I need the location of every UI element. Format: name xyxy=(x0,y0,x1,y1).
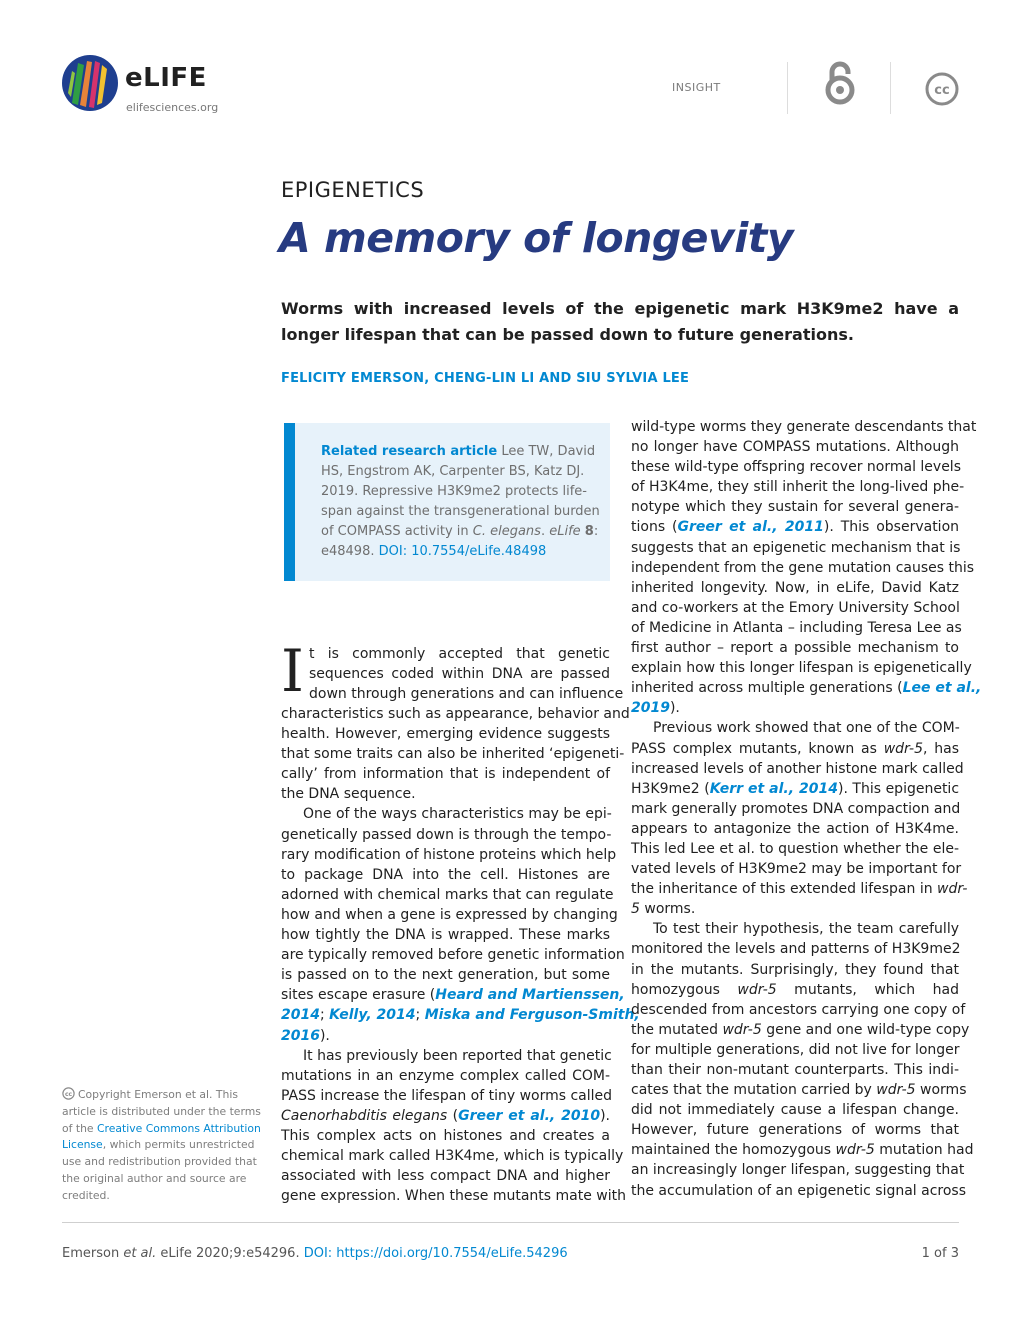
text-line: first author – report a possible mechanism to xyxy=(631,640,959,657)
gene-name: 5 xyxy=(631,901,640,918)
gene-name: wdr-5 xyxy=(722,1021,762,1038)
text-line xyxy=(631,1140,974,1160)
text-line: suggests that an epigenetic mechanism that is xyxy=(631,539,961,556)
text-line: monitored the levels and patterns of H3K9me2 xyxy=(631,941,961,958)
related-article-text: Lee TW, David HS, Engstrom AK, Carpenter BS, Katz DJ. 2019. Repressive H3K9me2 protects life-span against the transgenerational burden of COMPASS activity in xyxy=(321,444,600,539)
text-line xyxy=(281,985,625,1005)
creative-commons-icon xyxy=(925,72,959,106)
text-fragment: , has xyxy=(923,740,960,757)
left-column-body xyxy=(281,704,640,1206)
text-fragment: the mutated xyxy=(631,1021,723,1038)
text-line: mutations in an enzyme complex called COM- xyxy=(281,1067,610,1084)
footer-etal: et al. xyxy=(123,1246,157,1261)
text-line: an increasingly longer lifespan, suggesting that xyxy=(631,1162,965,1179)
copyright-text: , which permits unrestricted use and redistribution provided that the original author and source are credited. xyxy=(62,1138,257,1202)
text-line: chemical mark called H3K4me, which is typically xyxy=(281,1148,624,1165)
text-line: gene expression. When these mutants mate with xyxy=(281,1188,626,1205)
elife-emblem-icon xyxy=(60,53,120,113)
text-fragment: worms. xyxy=(639,901,696,918)
left-column-intro xyxy=(309,644,624,704)
page-number: 1 of 3 xyxy=(921,1246,959,1261)
text-line xyxy=(631,517,959,537)
related-article-volume: 8 xyxy=(584,524,594,539)
text-line: independent from the gene mutation causes this xyxy=(631,559,975,576)
footer-doi-link[interactable]: DOI: https://doi.org/10.7554/eLife.54296 xyxy=(303,1246,568,1261)
text-line xyxy=(281,1005,640,1025)
citation-link[interactable]: Kerr et al., 2014 xyxy=(709,780,838,797)
text-line: these wild-type offspring recover normal levels xyxy=(631,459,961,476)
footer-journal: eLife 2020;9:e54296. xyxy=(156,1246,304,1261)
copyright-text: Copyright Emerson et al. This article is distributed under the terms of the xyxy=(62,1088,261,1135)
text-line: the DNA sequence. xyxy=(281,786,416,803)
text-line: rary modification of histone proteins which help xyxy=(281,846,617,863)
text-line: PASS increase the lifespan of tiny worms called xyxy=(281,1087,613,1104)
text-fragment: mutation had xyxy=(874,1142,974,1159)
related-article-species: C. elegans xyxy=(472,524,541,539)
text-line xyxy=(281,1026,610,1046)
text-line: to package DNA into the cell. Histones are xyxy=(281,866,610,883)
text-line: t is commonly accepted that genetic xyxy=(309,646,610,662)
text-fragment: ). This epigenetic xyxy=(837,780,960,797)
citation-link[interactable]: Miska and Ferguson-Smith, xyxy=(424,1007,640,1024)
text-line: One of the ways characteristics may be epi- xyxy=(303,806,612,823)
text-fragment: H3K9me2 ( xyxy=(631,780,710,797)
text-fragment: ; xyxy=(415,1007,425,1024)
text-line xyxy=(631,1080,967,1100)
text-line: than their non-mutant counterparts. This indi- xyxy=(631,1062,959,1078)
footer-divider xyxy=(62,1222,959,1223)
text-fragment: ). xyxy=(319,1027,330,1044)
related-article-doi-link[interactable]: DOI: 10.7554/eLife.48498 xyxy=(378,544,547,559)
text-fragment: ; xyxy=(319,1007,330,1024)
related-article-pages: : e48498. xyxy=(321,524,599,559)
text-line: is passed on to the next generation, but some xyxy=(281,967,610,984)
article-title: A memory of longevity xyxy=(279,214,794,262)
citation-link[interactable]: 2014 xyxy=(281,1007,320,1024)
text-line: did not immediately cause a lifespan change. xyxy=(631,1102,959,1119)
text-fragment: inherited across multiple generations ( xyxy=(631,680,903,697)
brand-name: eLIFE xyxy=(125,63,207,93)
citation-link[interactable]: Greer et al., 2011 xyxy=(677,519,824,536)
citation-link[interactable]: Greer et al., 2010 xyxy=(458,1107,601,1124)
svg-text:cc: cc xyxy=(934,83,950,98)
related-article-label: Related research article xyxy=(321,444,498,459)
text-fragment: worms xyxy=(915,1082,967,1099)
text-line: down through generations and can influence xyxy=(309,686,624,703)
related-article-box xyxy=(284,423,610,581)
license-link[interactable]: Creative Commons Attribution License xyxy=(62,1121,261,1152)
text-line: descended from ancestors carrying one copy of xyxy=(631,1001,966,1018)
text-line: wild-type worms they generate descendants that xyxy=(631,419,977,435)
citation-link[interactable]: Lee et al., xyxy=(902,680,982,697)
copyright-notice xyxy=(62,1087,266,1205)
text-fragment: ). xyxy=(669,700,680,717)
creative-commons-icon xyxy=(62,1087,75,1100)
text-line: and co-workers at the Emory University School xyxy=(631,599,960,616)
gene-name: wdr-5 xyxy=(876,1082,916,1099)
text-fragment: ). xyxy=(600,1107,610,1124)
citation-link[interactable]: Kelly, 2014 xyxy=(329,1007,416,1024)
svg-text:cc: cc xyxy=(64,1091,73,1098)
gene-name: wdr- xyxy=(937,881,968,898)
gene-name: wdr-5 xyxy=(883,740,923,757)
text-fragment: cates that the mutation carried by xyxy=(631,1082,877,1099)
text-fragment: mutants, which had xyxy=(776,981,959,998)
article-subject: EPIGENETICS xyxy=(281,178,425,202)
text-line: To test their hypothesis, the team carefully xyxy=(653,921,959,938)
text-line: It has previously been reported that genetic xyxy=(303,1047,612,1064)
text-line: Previous work showed that one of the COM- xyxy=(653,720,960,737)
text-fragment: tions ( xyxy=(631,519,678,536)
text-line xyxy=(631,698,959,718)
related-article-journal: eLife xyxy=(549,524,581,539)
text-line: genetically passed down is through the tempo- xyxy=(281,826,612,843)
related-sep: . xyxy=(540,524,550,539)
text-line: increased levels of another histone mark called xyxy=(631,760,964,777)
text-fragment: PASS complex mutants, known as xyxy=(631,740,884,757)
text-line: health. However, emerging evidence suggests xyxy=(281,726,610,743)
text-line: notype which they sustain for several genera- xyxy=(631,499,959,516)
text-line xyxy=(631,779,959,799)
text-line: in the mutants. Surprisingly, they found that xyxy=(631,961,959,978)
text-line: inherited longevity. Now, in eLife, David Katz xyxy=(631,579,959,596)
text-line: However, future generations of worms that xyxy=(631,1122,959,1139)
text-line: explain how this longer lifespan is epigenetically xyxy=(631,660,972,677)
elife-logo[interactable] xyxy=(60,53,240,123)
text-line: the accumulation of an epigenetic signal across xyxy=(631,1182,967,1199)
species-name: Caenorhabditis elegans xyxy=(281,1107,448,1124)
text-line xyxy=(631,879,968,899)
text-line: This led Lee et al. to question whether the ele- xyxy=(631,840,959,857)
text-fragment: sites escape erasure ( xyxy=(281,987,436,1004)
related-article-citation xyxy=(321,442,607,562)
text-line: of H3K4me, they still inherit the long-lived phe- xyxy=(631,479,965,496)
text-line: characteristics such as appearance, behavior and xyxy=(281,706,630,722)
text-fragment: the inheritance of this extended lifespan in xyxy=(631,881,938,898)
text-fragment: ). This observation xyxy=(823,519,960,536)
text-line: cally’ from information that is independent of xyxy=(281,766,610,783)
article-type: INSIGHT xyxy=(672,81,721,94)
right-column-body xyxy=(631,417,982,1201)
footer-authors: Emerson xyxy=(62,1246,124,1261)
gene-name: wdr-5 xyxy=(737,981,777,998)
text-line xyxy=(631,678,982,698)
text-line: of Medicine in Atlanta – including Teresa Lee as xyxy=(631,619,962,636)
text-line: are typically removed before genetic information xyxy=(281,947,625,964)
text-fragment: maintained the homozygous xyxy=(631,1142,836,1159)
text-line: appears to antagonize the action of H3K4me. xyxy=(631,820,959,837)
header-divider xyxy=(890,62,891,114)
citation-link[interactable]: 2019 xyxy=(631,700,670,717)
text-line xyxy=(281,1106,610,1126)
text-fragment: gene and one wild-type copy xyxy=(761,1021,970,1038)
brand-url[interactable]: elifesciences.org xyxy=(126,101,219,114)
footer-citation xyxy=(62,1246,568,1261)
text-line: for multiple generations, did not live for longer xyxy=(631,1041,960,1058)
gene-name: wdr-5 xyxy=(835,1142,875,1159)
open-access-icon xyxy=(822,60,858,106)
drop-cap: I xyxy=(281,637,304,705)
article-authors: FELICITY EMERSON, CHENG-LIN LI AND SIU SYLVIA LEE xyxy=(281,371,690,386)
text-line xyxy=(631,739,959,759)
text-line xyxy=(631,1020,970,1040)
text-line: associated with less compact DNA and higher xyxy=(281,1168,610,1185)
text-line: how tightly the DNA is wrapped. These marks xyxy=(281,927,610,944)
text-fragment: ( xyxy=(447,1107,459,1124)
text-line: that some traits can also be inherited ‘epigeneti- xyxy=(281,746,625,763)
text-line: sequences coded within DNA are passed xyxy=(309,666,610,683)
citation-link[interactable]: Heard and Martienssen, xyxy=(435,987,625,1004)
text-line: vated levels of H3K9me2 may be important for xyxy=(631,861,962,878)
text-line xyxy=(631,899,959,919)
article-abstract: Worms with increased levels of the epigenetic mark H3K9me2 have a longer lifespan that can be passed down to future generations. xyxy=(281,299,959,344)
text-line: This complex acts on histones and creates a xyxy=(281,1127,610,1144)
text-line xyxy=(631,980,959,1000)
text-fragment: homozygous xyxy=(631,981,738,998)
citation-link[interactable]: 2016 xyxy=(281,1027,320,1044)
text-line: how and when a gene is expressed by changing xyxy=(281,906,618,923)
text-line: no longer have COMPASS mutations. Although xyxy=(631,439,959,456)
header-divider xyxy=(787,62,788,114)
text-line: adorned with chemical marks that can regulate xyxy=(281,886,614,903)
text-line: mark generally promotes DNA compaction and xyxy=(631,800,961,817)
